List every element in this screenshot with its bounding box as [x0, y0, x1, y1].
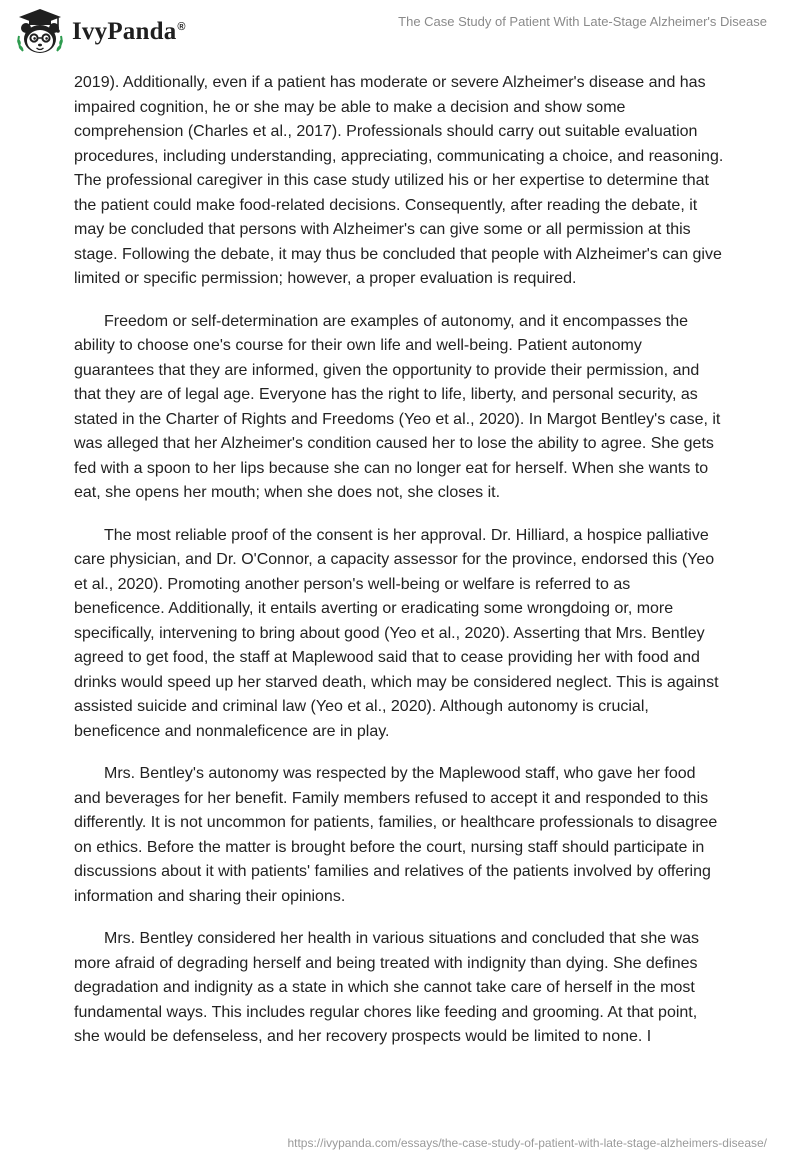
- ivypanda-logo[interactable]: [14, 6, 186, 58]
- logo-wordmark: [72, 18, 186, 46]
- essay-body: [74, 71, 725, 1068]
- paragraph: 2019). Additionally, even if a patient has moderate or severe Alzheimer's disease and has impaired cognition, he or she may be able to make a decision and show some comprehension (Charles et al., 2017). Professionals should carry out suitable evaluation procedures, including understanding, appreciating, communicating a choice, and reasoning. The professional caregiver in this case study utilized his or her expertise to determine that the patient could make food-related decisions. Consequently, after reading the debate, it may be concluded that persons with Alzheimer's can give some or all permission at this stage. Following the debate, it may thus be concluded that people with Alzheimer's can give limited or specific permission; however, a proper evaluation is required.: [74, 74, 724, 287]
- paragraph: The most reliable proof of the consent is her approval. Dr. Hilliard, a hospice palliative care physician, and Dr. O'Connor, a capacity assessor for the province, endorsed this (Yeo et al., 2020). Promoting another person's well-being or welfare is referred to as beneficence. Additionally, it entails averting or eradicating some wrongdoing or, more specifically, intervening to bring about good (Yeo et al., 2020). Asserting that Mrs. Bentley agreed to get food, the staff at Maplewood said that to cease providing her with food and drinks would speed up her starved death, which may be considered neglect. This is against assisted suicide and criminal law (Yeo et al., 2020). Although autonomy is crucial, beneficence and nonmaleficence are in play.: [74, 526, 719, 740]
- source-url[interactable]: https://ivypanda.com/essays/the-case-study-of-patient-with-late-stage-alzheimers-disease/: [287, 1136, 767, 1150]
- panda-graduate-icon: [14, 6, 66, 58]
- paragraph: Freedom or self-determination are examples of autonomy, and it encompasses the ability to choose one's course for their own life and well-being. Patient autonomy guarantees that they are informed, given the opportunity to provide their permission, and that they are of legal age. Everyone has the right to life, liberty, and personal security, as stated in the Charter of Rights and Freedoms (Yeo et al., 2020). In Margot Bentley's case, it was alleged that her Alzheimer's condition caused her to lose the ability to agree. She gets fed with a spoon to her lips because she can no longer eat for herself. When she wants to eat, she opens her mouth; when she does not, she closes it.: [74, 312, 721, 501]
- logo-text: IvyPanda: [72, 18, 177, 45]
- paragraph: Mrs. Bentley's autonomy was respected by the Maplewood staff, who gave her food and beverages for her benefit. Family members refused to accept it and responded to this differently. It is not uncommon for patients, families, or healthcare professionals to disagree on ethics. Before the matter is brought before the court, nursing staff should participate in discussions about it with patients' families and relatives of the patients involved by offering information and sharing their opinions.: [74, 765, 718, 905]
- logo-registered-mark: ®: [177, 20, 186, 33]
- paragraph: Mrs. Bentley considered her health in various situations and concluded that she was more afraid of degrading herself and being treated with indignity than dying. She defines degradation and indignity as a state in which she cannot take care of herself in the most fundamental ways. This includes regular chores like feeding and grooming. At that point, she would be defenseless, and her recovery prospects would be limited to none. I: [74, 930, 700, 1045]
- page-header: [0, 0, 800, 64]
- document-title: The Case Study of Patient With Late-Stage Alzheimer's Disease: [398, 14, 767, 29]
